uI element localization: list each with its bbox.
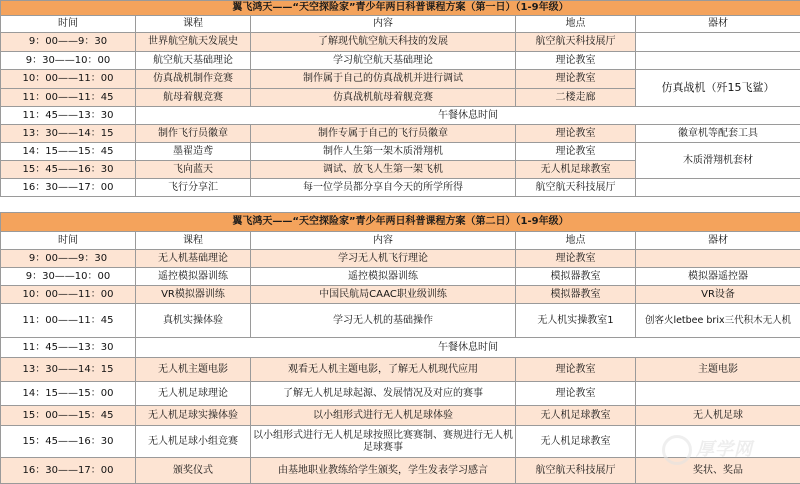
time-cell: 16：30——17：00	[1, 179, 136, 197]
content-cell: 了解无人机足球起源、发展情况及对应的赛事	[251, 382, 516, 406]
equipment-cell	[636, 179, 800, 197]
time-cell: 16：30——17：00	[1, 458, 136, 484]
equipment-cell: 主题电影	[636, 358, 800, 382]
course-cell: 无人机基础理论	[136, 250, 251, 268]
header-time: 时间	[1, 232, 136, 250]
content-cell: 每一位学员都分享自今天的所学所得	[251, 179, 516, 197]
lunch-break-cell: 午餐休息时间	[136, 107, 800, 125]
content-cell: 观看无人机主题电影，了解无人机现代应用	[251, 358, 516, 382]
content-cell: 制作人生第一架木质滑翔机	[251, 143, 516, 161]
equipment-cell: 创客火letbee brix三代积木无人机	[636, 304, 800, 338]
course-cell: 无人机足球实操体验	[136, 406, 251, 426]
content-cell: 学习航空航天基础理论	[251, 52, 516, 70]
content-cell: 以小组形式进行无人机足球体验	[251, 406, 516, 426]
content-cell: 以小组形式进行无人机足球按照比赛赛制、赛规进行无人机足球赛事	[251, 426, 516, 458]
location-cell: 模拟器教室	[516, 286, 636, 304]
time-cell: 13：30——14：15	[1, 125, 136, 143]
course-cell: 真机实操体验	[136, 304, 251, 338]
table-row	[1, 250, 800, 268]
time-cell: 9：30——10：00	[1, 268, 136, 286]
content-cell: 遥控模拟器训练	[251, 268, 516, 286]
header-equipment: 器材	[636, 16, 800, 33]
table-row	[1, 52, 800, 70]
equipment-cell: 无人机足球	[636, 406, 800, 426]
equipment-cell	[636, 250, 800, 268]
time-cell: 11：00——11：45	[1, 89, 136, 107]
course-cell: 颁奖仪式	[136, 458, 251, 484]
location-cell: 理论教室	[516, 382, 636, 406]
course-cell: 无人机足球理论	[136, 382, 251, 406]
table-row	[1, 304, 800, 338]
equipment-cell	[636, 52, 800, 70]
course-cell: 飞向蓝天	[136, 161, 251, 179]
location-cell: 无人机足球教室	[516, 426, 636, 458]
table-row	[1, 268, 800, 286]
time-cell: 10：00——11：00	[1, 286, 136, 304]
table-row	[1, 143, 800, 161]
table-row	[1, 426, 800, 458]
location-cell: 理论教室	[516, 70, 636, 89]
time-cell: 15：45——16：30	[1, 161, 136, 179]
table-row	[1, 33, 800, 52]
location-cell: 航空航天科技展厅	[516, 179, 636, 197]
header-location: 地点	[516, 232, 636, 250]
time-cell: 11：45——13：30	[1, 338, 136, 358]
course-cell: 航空航天基础理论	[136, 52, 251, 70]
course-cell: 航母着舰竞赛	[136, 89, 251, 107]
table-row-lunch	[1, 338, 800, 358]
lunch-break-cell: 午餐休息时间	[136, 338, 800, 358]
day2-schedule-table	[0, 212, 800, 484]
course-cell: 遥控模拟器训练	[136, 268, 251, 286]
content-cell: 调试、放飞人生第一架飞机	[251, 161, 516, 179]
content-cell: 学习无人机的基础操作	[251, 304, 516, 338]
table-row	[1, 358, 800, 382]
time-cell: 15：45——16：30	[1, 426, 136, 458]
equipment-cell	[636, 382, 800, 406]
course-cell: 无人机足球小组竞赛	[136, 426, 251, 458]
time-cell: 15：00——15：45	[1, 406, 136, 426]
location-cell: 无人机足球教室	[516, 406, 636, 426]
location-cell: 理论教室	[516, 250, 636, 268]
location-cell: 二楼走廊	[516, 89, 636, 107]
location-cell: 无人机足球教室	[516, 161, 636, 179]
time-cell: 14：15——15：45	[1, 143, 136, 161]
header-content: 内容	[251, 232, 516, 250]
equipment-badge-cell: 徽章机等配套工具	[636, 125, 800, 143]
location-cell: 无人机实操教室1	[516, 304, 636, 338]
time-cell: 10：00——11：00	[1, 70, 136, 89]
course-cell: 飞行分享汇	[136, 179, 251, 197]
table-row	[1, 382, 800, 406]
table-row-lunch	[1, 107, 800, 125]
content-cell: 制作专属于自己的飞行员徽章	[251, 125, 516, 143]
time-cell: 9：00——9：30	[1, 33, 136, 52]
content-cell: 了解现代航空航天科技的发展	[251, 33, 516, 52]
time-cell: 11：00——11：45	[1, 304, 136, 338]
equipment-cell: 奖状、奖品	[636, 458, 800, 484]
time-cell: 13：30——14：15	[1, 358, 136, 382]
time-cell: 9：30——10：00	[1, 52, 136, 70]
table-row	[1, 70, 800, 89]
header-location: 地点	[516, 16, 636, 33]
location-cell: 理论教室	[516, 52, 636, 70]
table-row	[1, 406, 800, 426]
equipment-cell: VR设备	[636, 286, 800, 304]
content-cell: 仿真战机航母着舰竞赛	[251, 89, 516, 107]
table-row	[1, 286, 800, 304]
table-row	[1, 125, 800, 143]
content-cell: 由基地职业教练给学生颁奖，学生发表学习感言	[251, 458, 516, 484]
header-content: 内容	[251, 16, 516, 33]
time-cell: 11：45——13：30	[1, 107, 136, 125]
content-cell: 学习无人机飞行理论	[251, 250, 516, 268]
content-cell: 中国民航局CAAC职业级训练	[251, 286, 516, 304]
course-cell: 墨翟造鸢	[136, 143, 251, 161]
location-cell: 理论教室	[516, 125, 636, 143]
course-cell: 制作飞行员徽章	[136, 125, 251, 143]
equipment-fighter-cell: 仿真战机（歼15飞鲨）	[636, 70, 800, 107]
course-cell: VR模拟器训练	[136, 286, 251, 304]
equipment-glider-cell: 木质滑翔机套材	[636, 143, 800, 179]
table-row	[1, 458, 800, 484]
header-course: 课程	[136, 232, 251, 250]
watermark-text: 厚学网	[696, 439, 753, 460]
content-cell: 制作属于自己的仿真战机并进行调试	[251, 70, 516, 89]
table-row	[1, 179, 800, 197]
equipment-cell	[636, 33, 800, 52]
location-cell: 航空航天科技展厅	[516, 33, 636, 52]
course-cell: 无人机主题电影	[136, 358, 251, 382]
location-cell: 理论教室	[516, 358, 636, 382]
day2-title: 翼飞鸿天——“天空探险家”青少年两日科普课程方案（第二日）（1-9年级）	[1, 213, 800, 232]
header-time: 时间	[1, 16, 136, 33]
location-cell: 航空航天科技展厅	[516, 458, 636, 484]
time-cell: 14：15——15：00	[1, 382, 136, 406]
day1-title: 翼飞鸿天——“天空探险家”青少年两日科普课程方案（第一日）（1-9年级）	[1, 1, 800, 16]
table-separator	[0, 197, 800, 212]
course-cell: 世界航空航天发展史	[136, 33, 251, 52]
location-cell: 理论教室	[516, 143, 636, 161]
location-cell: 模拟器教室	[516, 268, 636, 286]
time-cell: 9：00——9：30	[1, 250, 136, 268]
header-equipment: 器材	[636, 232, 800, 250]
equipment-cell: 模拟器遥控器	[636, 268, 800, 286]
day1-schedule-table	[0, 0, 800, 197]
course-cell: 仿真战机制作竞赛	[136, 70, 251, 89]
equipment-cell	[636, 426, 800, 458]
header-course: 课程	[136, 16, 251, 33]
